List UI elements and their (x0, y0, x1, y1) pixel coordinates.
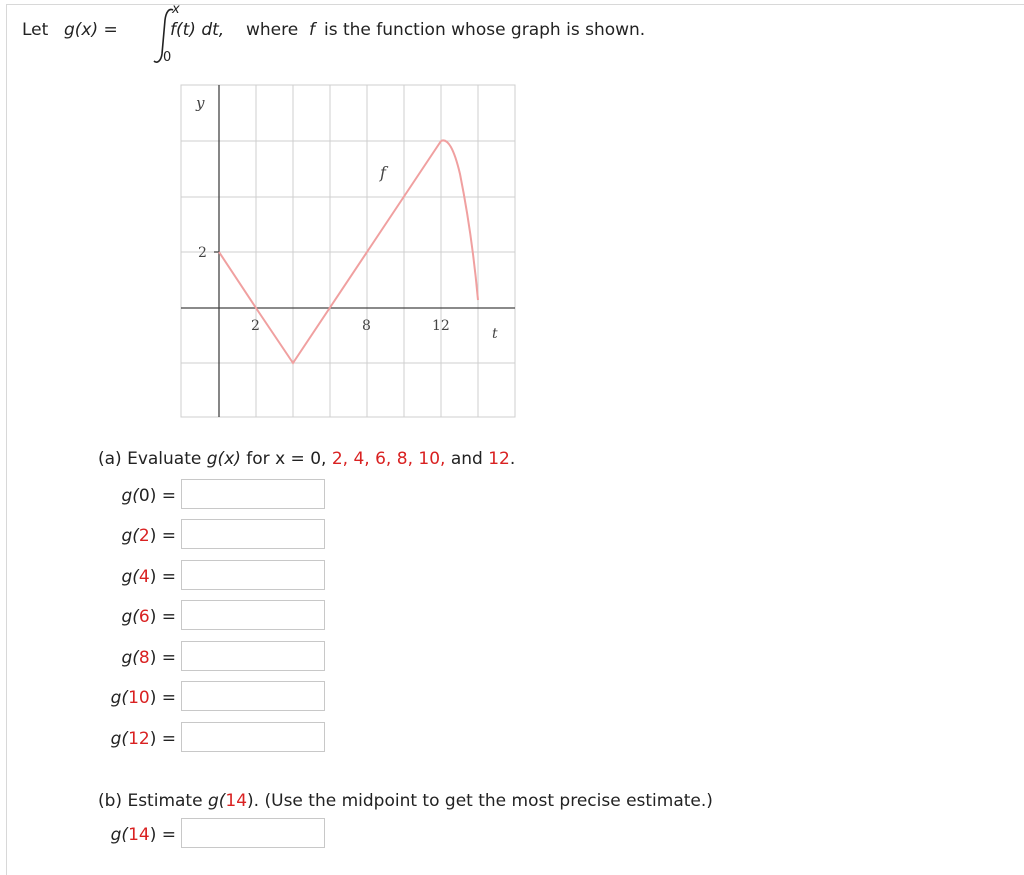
tick-x-8: 8 (362, 318, 371, 334)
prompt-f: f (309, 20, 315, 40)
part-b-g: g( (207, 791, 226, 811)
answer-input-g12[interactable] (181, 722, 325, 752)
answer-label-g14: g(14) = (110, 825, 176, 845)
answer-label-g12: g(12) = (110, 729, 176, 749)
answer-input-g0[interactable] (181, 479, 325, 509)
answer-label-g0: g(0) = (121, 486, 176, 506)
answer-row-g6 (98, 600, 338, 634)
y-axis-label: y (196, 94, 205, 112)
answer-row-g10 (98, 681, 338, 715)
part-a-and: and (450, 449, 483, 469)
part-a-prefix: (a) Evaluate (98, 449, 202, 469)
curve-label: f (380, 163, 386, 182)
function-graph (180, 84, 518, 420)
answer-label-g2: g(2) = (121, 526, 176, 546)
answer-row-g2 (98, 519, 338, 553)
part-a-val-10: 10, (418, 449, 446, 469)
part-a-val-12: 12 (488, 449, 510, 469)
answer-label-g8: g(8) = (121, 648, 176, 668)
prompt-gx: g(x) = (64, 20, 118, 40)
t-axis-label: t (492, 326, 498, 342)
part-b-intro (98, 791, 713, 811)
answer-input-g6[interactable] (181, 600, 325, 630)
part-a-forx: for x = 0, (246, 449, 327, 469)
part-b-close: ). (247, 791, 260, 811)
answer-input-g10[interactable] (181, 681, 325, 711)
part-a-val-2: 2, (331, 449, 349, 469)
answer-input-g4[interactable] (181, 560, 325, 590)
part-a-val-6: 6, (375, 449, 392, 469)
prompt-let: Let (22, 20, 49, 40)
answer-row-g4 (98, 560, 338, 594)
answer-row-g8 (98, 641, 338, 675)
answer-row-g12 (98, 722, 338, 756)
tick-y-2: 2 (198, 245, 207, 261)
prompt-rest: is the function whose graph is shown. (324, 20, 646, 40)
part-b-arg: 14 (225, 791, 248, 811)
prompt-integrand: f(t) dt, (170, 20, 225, 40)
part-b-rest: (Use the midpoint to get the most precise estimate.) (264, 791, 713, 811)
answer-label-g6: g(6) = (121, 607, 176, 627)
answer-input-g14[interactable] (181, 818, 325, 848)
integral-upper-limit: x (172, 2, 180, 17)
answer-row-g0 (98, 479, 338, 513)
part-a-val-4: 4, (353, 449, 370, 469)
integral-lower-limit: 0 (163, 50, 172, 65)
answer-label-g10: g(10) = (110, 688, 176, 708)
answer-row-g14 (98, 818, 338, 852)
answer-input-g2[interactable] (181, 519, 325, 549)
answer-label-g4: g(4) = (121, 567, 176, 587)
part-a-intro (98, 449, 515, 469)
part-b-prefix: (b) Estimate (98, 791, 203, 811)
answer-input-g8[interactable] (181, 641, 325, 671)
part-a-gx: g(x) (206, 449, 241, 469)
tick-x-12: 12 (432, 318, 450, 334)
part-a-val-8: 8, (396, 449, 413, 469)
prompt-where: where (246, 20, 299, 40)
question-prompt (22, 2, 782, 66)
tick-x-2: 2 (251, 318, 260, 334)
part-a-period: . (509, 449, 516, 469)
